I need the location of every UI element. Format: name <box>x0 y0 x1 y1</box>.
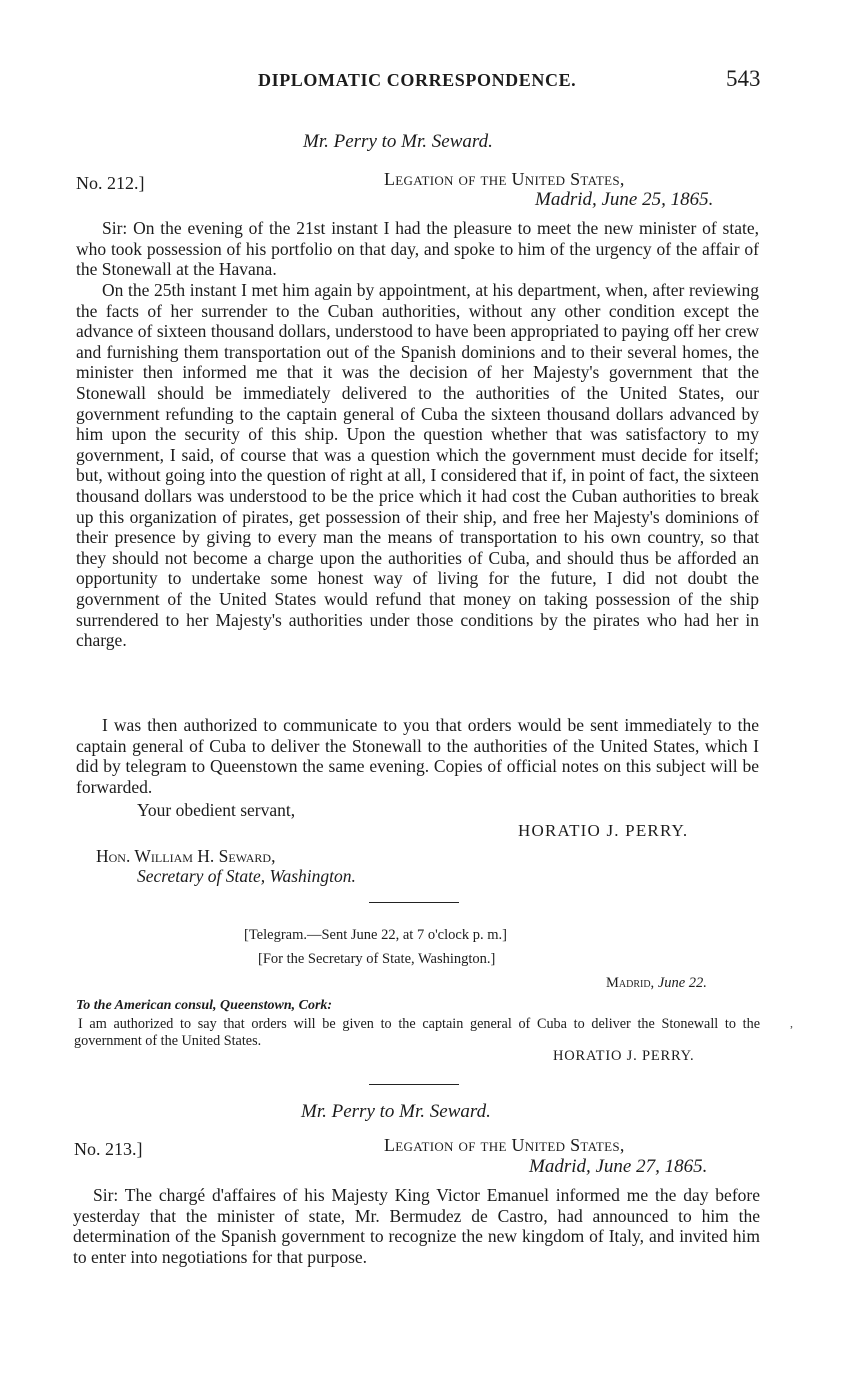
legation-heading: Legation of the United States, <box>384 169 625 189</box>
signature: HORATIO J. PERRY. <box>518 821 689 840</box>
telegram-place: Madrid, <box>606 975 655 991</box>
addressee-name: Hon. William H. Seward, <box>96 846 276 866</box>
telegram-recipient: To the American consul, Queenstown, Cork: <box>76 998 333 1013</box>
letter-paragraph: Sir: On the evening of the 21st instant I had the pleasure to meet the new minister of state, who took possession of his portfolio on that day, and spoke to him of the urgency of the affair of the Stonewall at the Havana. <box>76 218 759 280</box>
telegram-body: I am authorized to say that orders will be given to the captain general of Cuba to deliver the Stonewall to the government of the United States. <box>74 1016 760 1049</box>
letter-paragraph: On the 25th instant I met him again by appointment, at his department, when, after reviewing the facts of her surrender to the Cuban authorities, without any other condition except the advance of sixteen thousand dollars, understood to have been appropriated to paying off her crew and furnishing them transportation out of the Spanish dominions and to their several homes, the minister then informed me that it was the decision of her Majesty's government that the Stonewall should be immediately delivered to the authorities of the United States, our government refunding to the captain general of Cuba the sixteen thousand dollars advanced by him upon the security of this ship. Upon the question whether that was satisfactory to my government, I said, of course that was a question which the government must decide for itself; but, without going into the question of right at all, I considered that if, in point of fact, the sixteen thousand dollars was understood to be the price which it had cost the Cuban authorities to break up this organization of pirates, get possession of their ship, and free her Majesty's dominions of their presence by giving to every man the means of transportation to his own country, so that they should not become a charge upon the authorities of Cuba, and should thus be afforded an opportunity to undertake some honest way of living for the future, I did not doubt the government of the United States would refund that money on taking possession of the ship surrendered to her Majesty's authorities under those conditions by the pirates who had her in charge. <box>76 280 759 651</box>
addressee-title: Secretary of State, Washington. <box>137 866 356 886</box>
letter-paragraph: I was then authorized to communicate to you that orders would be sent immediately to the captain general of Cuba to deliver the Stonewall to the authorities of the United States, which I did by telegram to Queenstown the same evening. Copies of official notes on this subject will be forwarded. <box>76 715 759 797</box>
dispatch-number: No. 212.] <box>76 173 145 193</box>
letter-title: Mr. Perry to Mr. Seward. <box>303 131 493 152</box>
telegram-dateline <box>606 975 707 992</box>
page-number: 543 <box>726 66 761 91</box>
letter-title: Mr. Perry to Mr. Seward. <box>301 1101 491 1122</box>
section-divider <box>369 902 459 903</box>
place-date: Madrid, June 25, 1865. <box>535 189 714 210</box>
place-date: Madrid, June 27, 1865. <box>529 1156 708 1177</box>
telegram-subheading: [For the Secretary of State, Washington.] <box>258 951 496 967</box>
stray-mark: , <box>790 1016 793 1030</box>
legation-heading: Legation of the United States, <box>384 1135 625 1155</box>
dispatch-number: No. 213.] <box>74 1139 143 1159</box>
running-title: DIPLOMATIC CORRESPONDENCE. <box>258 70 577 90</box>
closing: Your obedient servant, <box>137 800 296 820</box>
telegram-heading: [Telegram.—Sent June 22, at 7 o'clock p. m.] <box>244 927 507 943</box>
telegram-signature: HORATIO J. PERRY. <box>553 1048 695 1064</box>
telegram-date: June 22. <box>657 975 707 991</box>
section-divider <box>369 1084 459 1085</box>
letter-paragraph: Sir: The chargé d'affaires of his Majesty King Victor Emanuel informed me the day before yesterday that the minister of state, Mr. Bermudez de Castro, had announced to him the determination of the Spanish government to recognize the new kingdom of Italy, and invited him to enter into negotiations for that purpose. <box>73 1185 760 1267</box>
